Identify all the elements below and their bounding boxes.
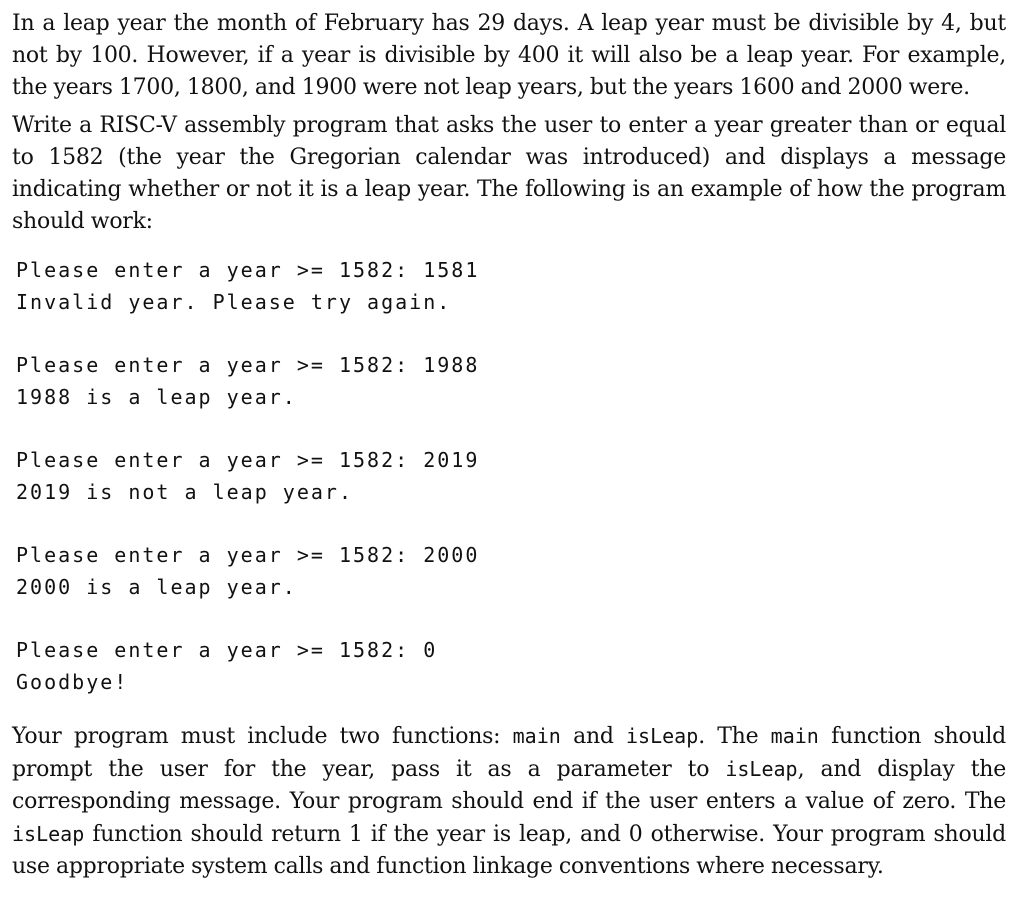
intro-paragraph: In a leap year the month of February has 29 days. A leap year must be divisible by 4, but not by 100. However, if a year is divisible by 400 it will also be a leap year. For example, the years 1700, 1800, and 1900 were not leap years, but the years 1600 and 2000 were. [12, 11, 1006, 100]
requirements-text: , and display the corresponding message. Your program should end if the user enters a value of zero. The [12, 757, 1006, 814]
example-prompt-line: Please enter a year >= 1582: 1988 [16, 353, 480, 377]
example-transcript [16, 254, 1006, 698]
example-response-line: Invalid year. Please try again. [16, 290, 452, 314]
example-prompt-line: Please enter a year >= 1582: 2019 [16, 448, 480, 472]
isleap-function-name: isLeap [12, 822, 85, 846]
requirements-text: Your program must include two functions: [12, 724, 513, 749]
example-session [16, 349, 1006, 413]
isleap-function-name: isLeap [725, 757, 798, 781]
document-page [12, 8, 1006, 883]
example-response-line: Goodbye! [16, 670, 129, 694]
requirements-text: function should return 1 if the year is leap, and 0 otherwise. Your program should use appropriate system calls and function linkage conventions where necessary. [12, 822, 1006, 879]
example-prompt-line: Please enter a year >= 1582: 2000 [16, 543, 480, 567]
example-response-line: 1988 is a leap year. [16, 385, 297, 409]
example-session [16, 444, 1006, 508]
example-session [16, 539, 1006, 603]
main-function-name: main [512, 724, 561, 748]
requirements-text: function should prompt the user for the year, pass it as a parameter to [12, 724, 1006, 782]
example-prompt-line: Please enter a year >= 1582: 0 [16, 638, 438, 662]
isleap-function-name: isLeap [625, 724, 699, 748]
requirements-text: and [560, 724, 626, 749]
main-function-name: main [770, 724, 819, 748]
example-response-line: 2000 is a leap year. [16, 575, 297, 599]
requirements-paragraph [12, 720, 1006, 883]
example-prompt-line: Please enter a year >= 1582: 1581 [16, 258, 480, 282]
example-session [16, 634, 1006, 698]
example-response-line: 2019 is not a leap year. [16, 480, 353, 504]
task-paragraph: Write a RISC-V assembly program that asks the user to enter a year greater than or equal to 1582 (the year the Gregorian calendar was introduced) and displays a message indicating whether or not it is a leap year. The following is an example of how the program should work: [12, 113, 1006, 234]
requirements-text: . The [698, 724, 771, 749]
example-session [16, 254, 1006, 318]
